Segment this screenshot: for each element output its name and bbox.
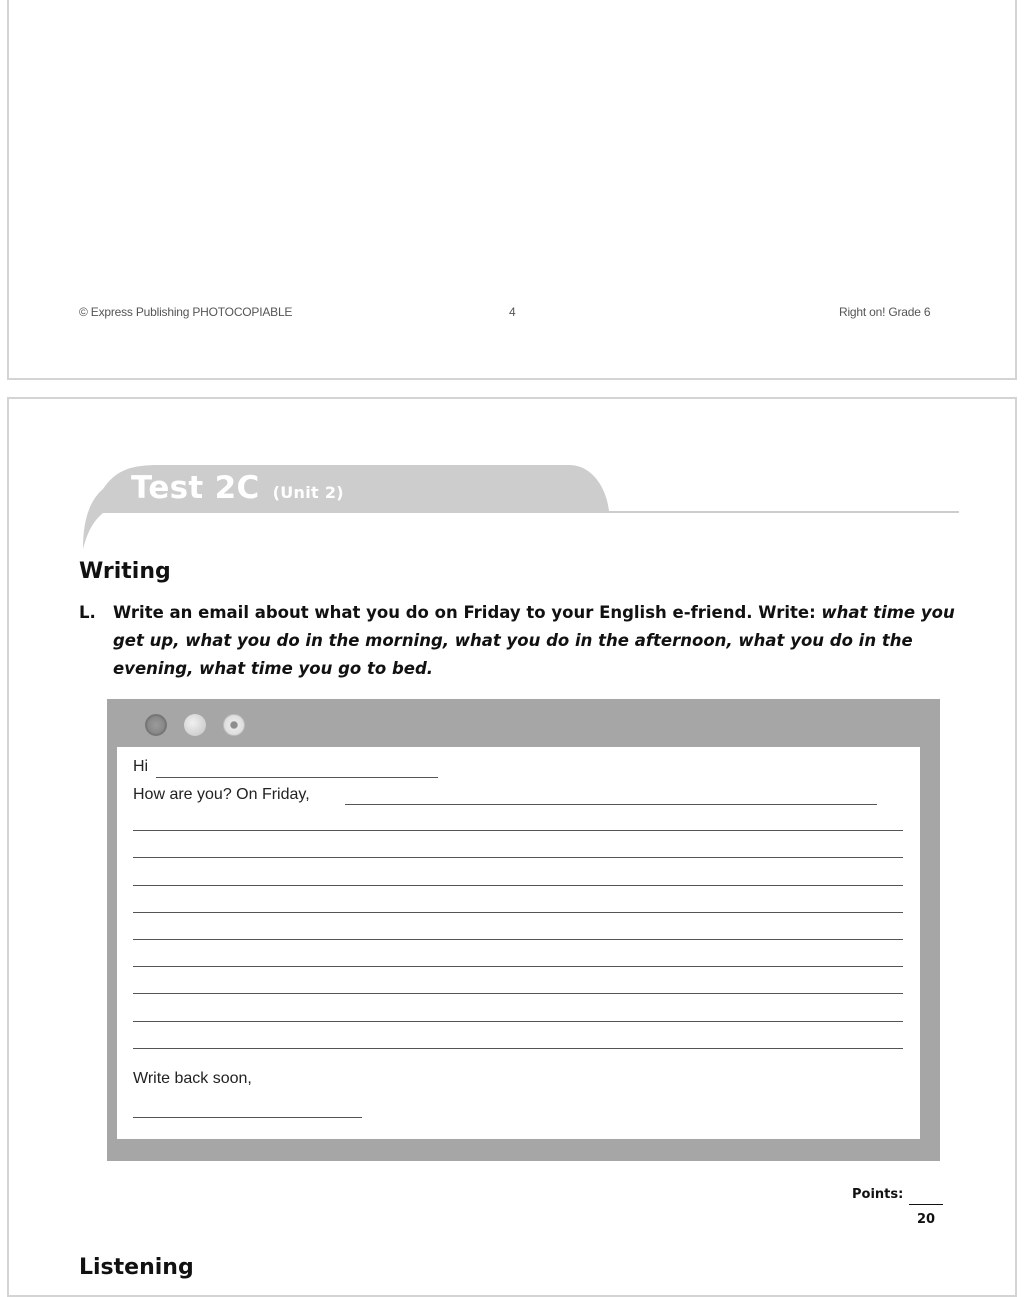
- points-blank[interactable]: [909, 1204, 943, 1205]
- writing-line[interactable]: [133, 966, 903, 967]
- writing-line[interactable]: [133, 885, 903, 886]
- task-letter: L.: [79, 603, 96, 622]
- writing-heading: Writing: [79, 559, 171, 584]
- writing-line[interactable]: [133, 912, 903, 913]
- opener-blank[interactable]: [345, 804, 877, 805]
- email-window: [107, 699, 940, 1161]
- footer-page-number: 4: [509, 305, 516, 319]
- recipient-name-blank[interactable]: [156, 777, 438, 778]
- window-button-icon: [223, 714, 245, 736]
- test-title-text: Test 2C: [131, 470, 260, 506]
- task-text: [113, 599, 959, 683]
- task-prompt: what time you get up, what you do in the morning, what you do in the afternoon, what you do in the evening, what time you go to bed.: [113, 603, 955, 678]
- window-button-icon: [145, 714, 167, 736]
- writing-line[interactable]: [133, 1021, 903, 1022]
- email-body: [117, 747, 920, 1139]
- signature-blank[interactable]: [133, 1117, 362, 1118]
- previous-page: [7, 0, 1017, 380]
- writing-line[interactable]: [133, 993, 903, 994]
- test-unit-label: (Unit 2): [272, 483, 344, 502]
- footer-book-title: Right on! Grade 6: [839, 305, 931, 319]
- task-instruction: Write an email about what you do on Friday to your English e-friend. Write:: [113, 603, 822, 622]
- email-signoff: Write back soon,: [133, 1070, 252, 1087]
- test-title: [131, 470, 344, 506]
- writing-line[interactable]: [133, 857, 903, 858]
- email-greeting: Hi: [133, 758, 149, 775]
- writing-line[interactable]: [133, 830, 903, 831]
- writing-line[interactable]: [133, 939, 903, 940]
- email-opener: How are you? On Friday,: [133, 786, 310, 803]
- points-label: Points:: [852, 1187, 904, 1202]
- writing-task: [79, 599, 959, 683]
- writing-line[interactable]: [133, 1048, 903, 1049]
- listening-heading: Listening: [79, 1255, 194, 1280]
- current-page: [7, 397, 1017, 1297]
- points-total: 20: [917, 1212, 936, 1227]
- footer-copyright: © Express Publishing PHOTOCOPIABLE: [79, 305, 293, 319]
- window-button-icon: [184, 714, 206, 736]
